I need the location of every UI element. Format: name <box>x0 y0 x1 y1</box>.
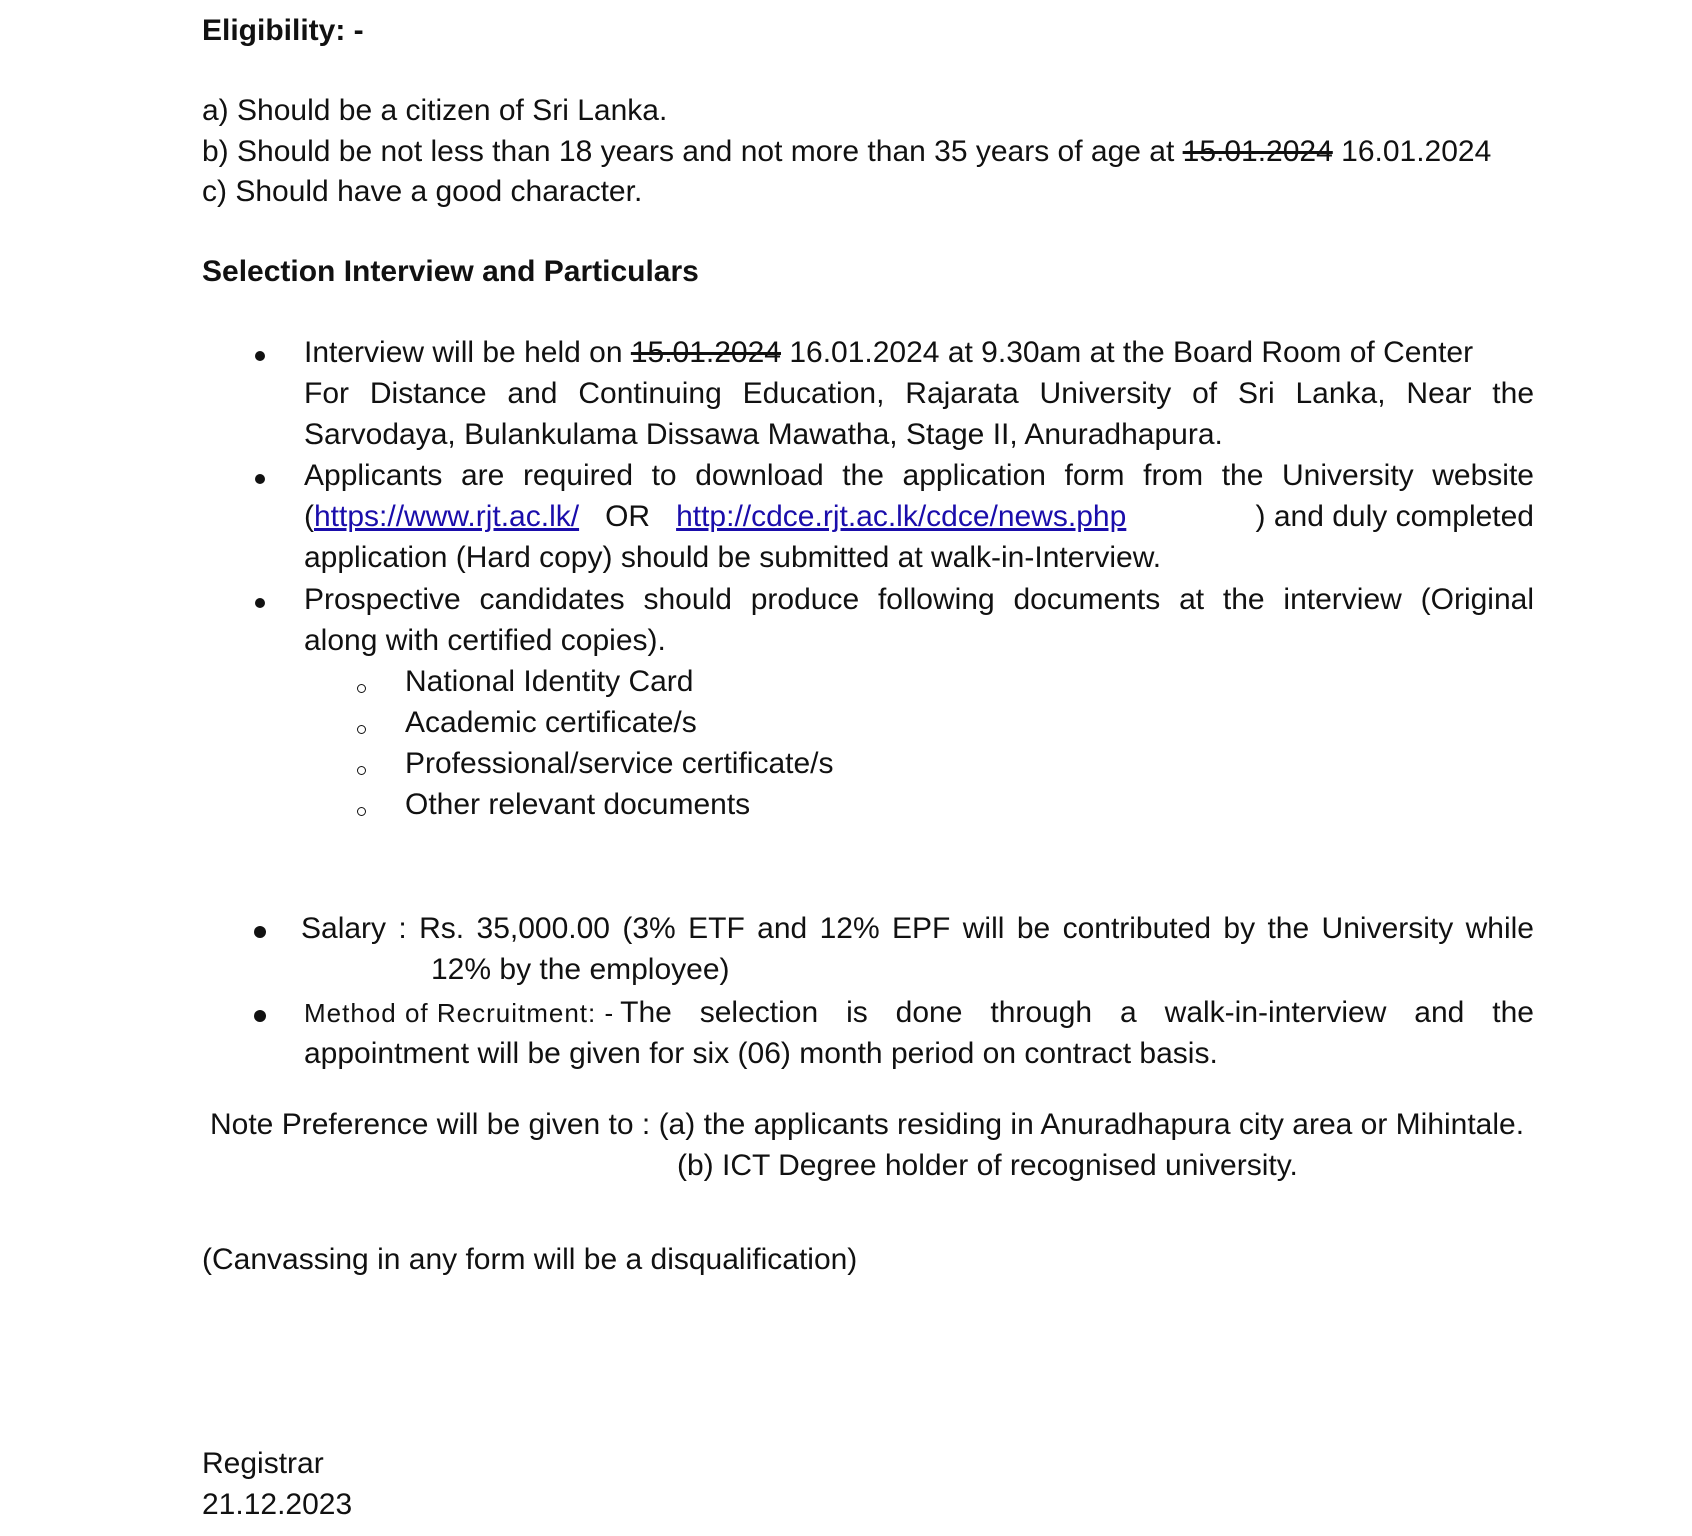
application-line-2-end: ) and duly completed <box>1255 500 1534 533</box>
bullet-icon <box>254 1010 266 1022</box>
document-item: National Identity Card <box>405 665 694 698</box>
application-line-2 <box>304 496 1534 537</box>
application-line-1: Applicants are required to download the application form from the University website <box>304 459 1534 492</box>
documents-line-2: along with certified copies). <box>304 624 666 657</box>
eligibility-item-b <box>202 131 1491 172</box>
or-text: OR <box>605 500 651 533</box>
eligibility-heading: Eligibility: - <box>202 14 364 47</box>
interview-line-1-pre: Interview will be held on <box>304 336 631 369</box>
documents-line-1: Prospective candidates should produce following documents at the interview (Original <box>304 583 1534 616</box>
interview-line-2: For Distance and Continuing Education, Rajarata University of Sri Lanka, Near the <box>304 377 1534 410</box>
interview-line-3: Sarvodaya, Bulankulama Dissawa Mawatha, Stage II, Anuradhapura. <box>304 418 1223 451</box>
method-line-1 <box>304 992 1534 1034</box>
salary-line-1: Salary : Rs. 35,000.00 (3% ETF and 12% EPF will be contributed by the University while <box>301 912 1534 945</box>
struck-old-date: 15.01.2024 <box>630 336 781 369</box>
open-paren: ( <box>304 500 314 533</box>
struck-old-date: 15.01.2024 <box>1182 135 1333 168</box>
eligibility-item-a: a) Should be a citizen of Sri Lanka. <box>202 94 668 127</box>
eligibility-item-c: c) Should have a good character. <box>202 175 643 208</box>
note-line-2: (b) ICT Degree holder of recognised university. <box>677 1149 1298 1182</box>
canvassing-note: (Canvassing in any form will be a disqualification) <box>202 1243 858 1276</box>
bullet-icon <box>255 598 265 608</box>
bullet-icon <box>255 351 265 361</box>
circle-bullet-icon <box>357 766 366 775</box>
method-line-2: appointment will be given for six (06) month period on contract basis. <box>304 1037 1218 1070</box>
document-item: Other relevant documents <box>405 788 751 821</box>
signatory-title: Registrar <box>202 1447 324 1480</box>
interview-line-1 <box>304 332 1473 373</box>
eligibility-item-b-text: b) Should be not less than 18 years and not more than 35 years of age at <box>202 135 1183 168</box>
bullet-icon <box>254 926 266 938</box>
note-line-1: Note Preference will be given to : (a) the applicants residing in Anuradhapura city area or Mihintale. <box>210 1108 1525 1141</box>
document-item: Professional/service certificate/s <box>405 747 834 780</box>
signature-date: 21.12.2023 <box>202 1488 353 1521</box>
university-website-link[interactable]: https://www.rjt.ac.lk/ <box>314 500 580 533</box>
new-date: 16.01.2024 <box>1332 135 1492 168</box>
method-line-1-rest: The selection is done through a walk-in-interview and the <box>620 996 1534 1029</box>
method-label: Method of Recruitment: - <box>304 998 615 1028</box>
bullet-icon <box>255 474 265 484</box>
cdce-news-link[interactable]: http://cdce.rjt.ac.lk/cdce/news.php <box>676 500 1127 533</box>
salary-line-2: 12% by the employee) <box>431 953 730 986</box>
document-item: Academic certificate/s <box>405 706 697 739</box>
interview-line-1-post: 16.01.2024 at 9.30am at the Board Room of Center <box>781 336 1474 369</box>
circle-bullet-icon <box>357 684 366 693</box>
circle-bullet-icon <box>357 807 366 816</box>
circle-bullet-icon <box>357 725 366 734</box>
selection-heading: Selection Interview and Particulars <box>202 255 699 288</box>
application-line-3: application (Hard copy) should be submitted at walk-in-Interview. <box>304 541 1162 574</box>
